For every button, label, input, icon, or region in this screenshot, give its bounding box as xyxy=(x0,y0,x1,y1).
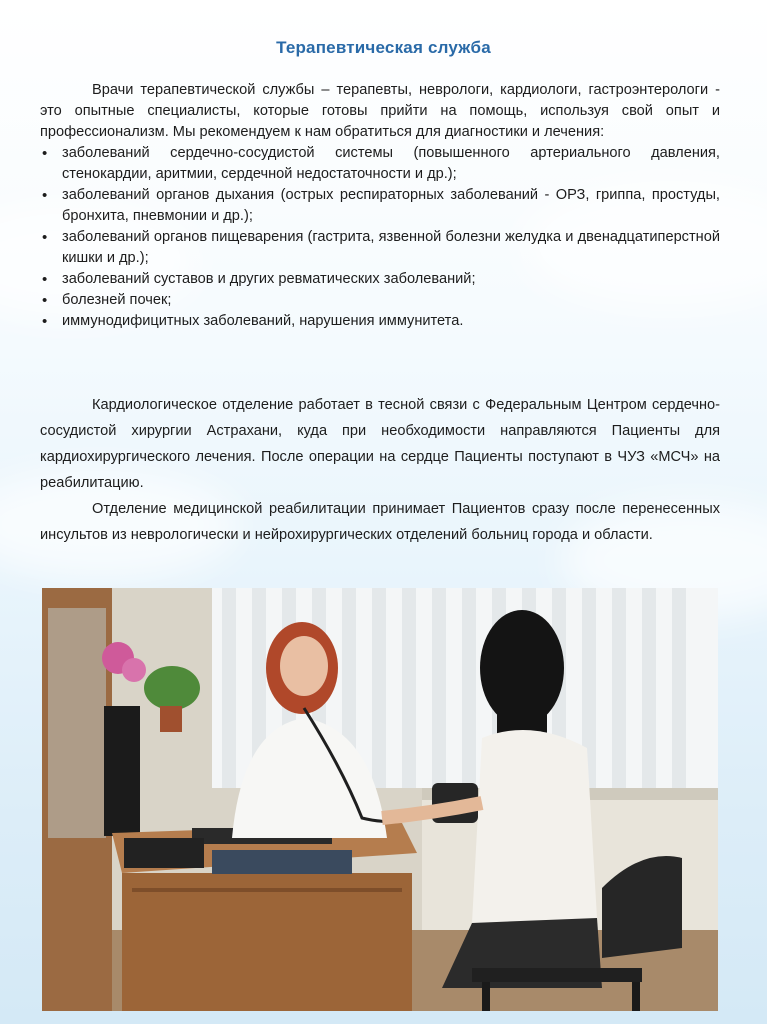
list-item: • заболеваний органов дыхания (острых респираторных заболеваний - ОРЗ, гриппа, простуды, бронхита, пневмонии и др.); xyxy=(40,185,720,227)
departments-section xyxy=(40,392,720,548)
therapy-section xyxy=(40,80,720,332)
disease-list xyxy=(40,143,720,332)
list-item: • болезней почек; xyxy=(40,290,720,311)
list-item: • заболеваний сердечно-сосудистой системы (повышенного артериального давления, стенокардии, аритмии, сердечной недостаточности и др.); xyxy=(40,143,720,185)
intro-paragraph: Врачи терапевтической службы – терапевты, неврологи, кардиологи, гастроэнтерологи - это опытные специалисты, которые готовы прийти на помощь, используя свой опыт и профессионализм. Мы рекомендуем к нам обратиться для диагностики и лечения: xyxy=(40,82,720,140)
list-item: • заболеваний органов пищеварения (гастрита, язвенной болезни желудка и двенадцатиперстной кишки и др.); xyxy=(40,227,720,269)
page-title: Терапевтическая служба xyxy=(276,38,491,57)
list-item: • заболеваний суставов и других ревматических заболеваний; xyxy=(40,269,720,290)
rehab-paragraph: Отделение медицинской реабилитации принимает Пациентов сразу после перенесенных инсультов из неврологически и нейрохирургических отделений больниц города и области. xyxy=(40,501,720,543)
cardiology-paragraph: Кардиологическое отделение работает в тесной связи с Федеральным Центром сердечно-сосудистой хирургии Астрахани, куда при необходимости направляются Пациенты для кардиохирургического лечения. После операции на сердце Пациенты поступают в ЧУЗ «МСЧ» на реабилитацию. xyxy=(40,397,720,491)
list-item: • иммунодифицитных заболеваний, нарушения иммунитета. xyxy=(40,311,720,332)
doctor-patient-photo xyxy=(42,588,718,1011)
